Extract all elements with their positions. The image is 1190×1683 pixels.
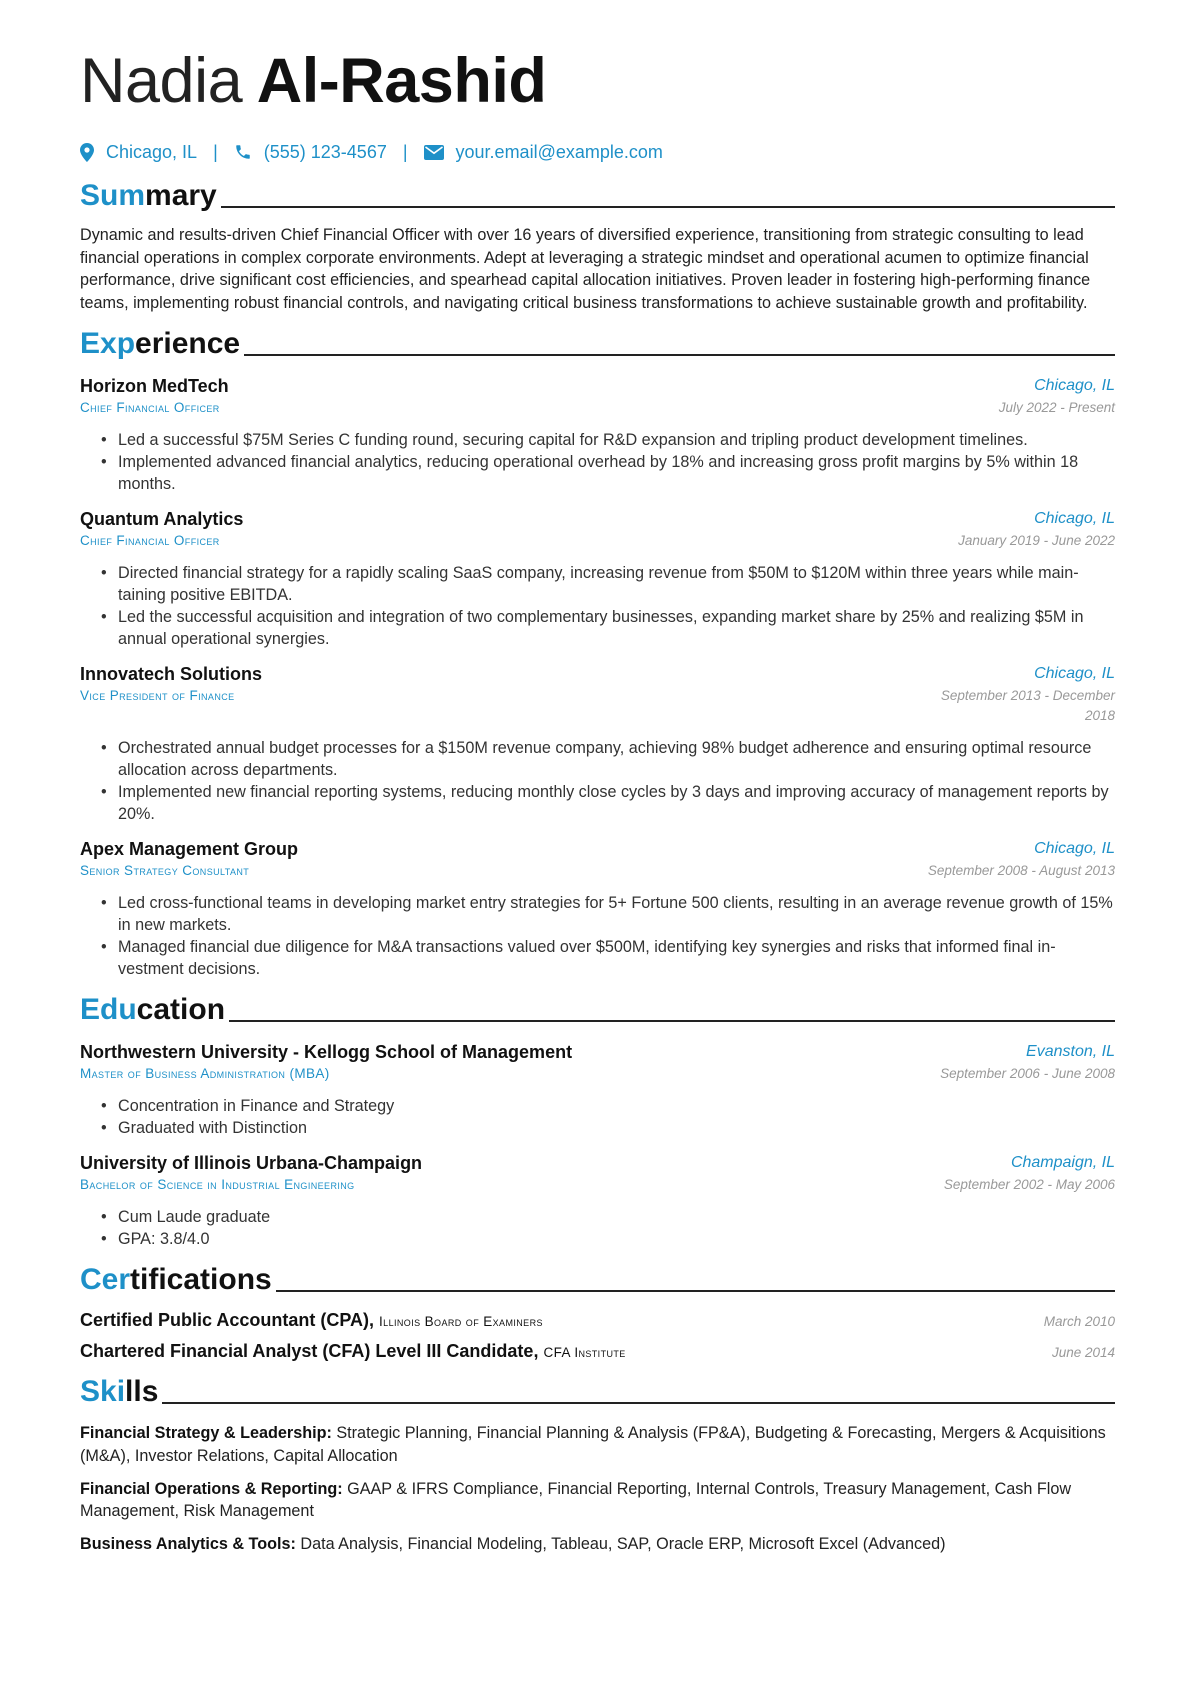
job-location: Chicago, IL — [1034, 665, 1115, 683]
skill-group-label: Business Analytics & Tools: — [80, 1534, 296, 1553]
school-location: Champaign, IL — [1010, 1154, 1115, 1172]
bullet-item: • Orchestrated annual budget processes for a $150M revenue company, achieving 98% budget adherence and ensuring optimal resource allocation across departments. — [118, 737, 1115, 781]
section-rule — [221, 206, 1115, 208]
school-location: Evanston, IL — [1026, 1043, 1115, 1061]
certifications-section-header — [80, 1258, 1115, 1298]
education-entry — [80, 1151, 1115, 1250]
certification-name: Certified Public Accountant (CPA) — [80, 1310, 370, 1331]
section-title-experience: Experience — [80, 327, 241, 361]
job-location: Chicago, IL — [1034, 510, 1115, 528]
company-name: Innovatech Solutions — [80, 664, 263, 685]
skills-section-header — [80, 1370, 1115, 1410]
job-bullets — [80, 737, 1115, 825]
education-bullets — [80, 1206, 1115, 1250]
contact-separator: | — [402, 141, 408, 162]
skill-group-label: Financial Operations & Reporting: — [80, 1479, 343, 1498]
company-name: Horizon MedTech — [80, 376, 229, 397]
contact-phone[interactable] — [234, 142, 387, 163]
job-bullets — [80, 892, 1115, 980]
job-dates: September 2008 - August 2013 — [927, 863, 1115, 879]
job-dates: January 2019 - June 2022 — [958, 533, 1115, 549]
section-title-skills: Skills — [80, 1375, 159, 1409]
skill-group-text: Strategic Planning, Financial Planning & Analysis (FP&A), Budgeting & Forecasting, Mergers & Acquisitions (M&A), Investor Relations, Capital Allocation — [80, 1424, 1106, 1465]
contact-location — [80, 142, 197, 163]
education-bullets — [80, 1095, 1115, 1139]
bullet-item: • Implemented advanced financial analytics, reducing operational overhead by 18% and increasing gross profit margins by 5% within 18 months. — [118, 451, 1115, 495]
bullet-item: • Managed financial due diligence for M&A transactions valued over $500M, identifying key synergies and risks that informed final investment decisions. — [118, 936, 1115, 980]
section-title-education: Education — [80, 993, 226, 1027]
bullet-item: • Implemented new financial reporting systems, reducing monthly close cycles by 3 days and improving accuracy of management reports by 20%. — [118, 781, 1115, 825]
experience-entry — [80, 837, 1115, 980]
job-title: Chief Financial Officer — [80, 533, 220, 549]
company-name: Quantum Analytics — [80, 509, 244, 530]
bullet-item: • Graduated with Distinction — [118, 1117, 1115, 1139]
certification-item: Certified Public Accountant (CPA), Illinois Board of Examiners March 2010 — [80, 1310, 1115, 1331]
summary-section-header — [80, 174, 1115, 214]
certification-issuer: CFA Institute — [543, 1345, 626, 1361]
experience-entry — [80, 374, 1115, 495]
contact-line — [80, 138, 1115, 166]
bullet-item: • Led the successful acquisition and integration of two complementary businesses, expanding market share by 25% and realizing $5M in annual operational synergies. — [118, 606, 1115, 650]
skill-group — [80, 1478, 1115, 1523]
school-name: Northwestern University - Kellogg School of Management — [80, 1042, 573, 1063]
school-dates: September 2002 - May 2006 — [943, 1177, 1115, 1193]
skill-group-text: Data Analysis, Financial Modeling, Tableau, SAP, Oracle ERP, Microsoft Excel (Advanced) — [300, 1534, 946, 1553]
bullet-item: • Directed financial strategy for a rapidly scaling SaaS company, increasing revenue from $50M to $120M within three years while maintaining positive EBITDA. — [118, 562, 1115, 606]
degree: Master of Business Administration (MBA) — [80, 1066, 330, 1082]
contact-separator: | — [213, 141, 218, 162]
phone-text: (555) 123-4567 — [263, 141, 387, 162]
resume-content — [80, 42, 1115, 1555]
map-pin-icon — [80, 143, 94, 162]
job-title: Chief Financial Officer — [80, 400, 220, 416]
certification-name: Chartered Financial Analyst (CFA) Level III Candidate — [80, 1341, 534, 1362]
job-title: Vice President of Finance — [80, 688, 235, 704]
bullet-item: • Concentration in Finance and Strategy — [118, 1095, 1115, 1117]
experience-entry — [80, 507, 1115, 650]
section-rule — [244, 354, 1115, 356]
job-bullets — [80, 562, 1115, 650]
envelope-icon — [424, 145, 444, 160]
email-text: your.email@example.com — [455, 141, 663, 162]
location-text: Chicago, IL — [106, 141, 198, 162]
job-location: Chicago, IL — [1034, 840, 1115, 858]
certification-date: March 2010 — [1043, 1314, 1115, 1330]
job-location: Chicago, IL — [1034, 377, 1115, 395]
education-section-header — [80, 988, 1115, 1028]
job-dates: July 2022 - Present — [998, 400, 1115, 416]
certification-item: Chartered Financial Analyst (CFA) Level III Candidate, CFA Institute June 2014 — [80, 1341, 1115, 1362]
section-rule — [276, 1290, 1115, 1292]
bullet-item: • Led a successful $75M Series C funding round, securing capital for R&D expansion and tripling product development timelines. — [118, 429, 1115, 451]
skill-group — [80, 1533, 1115, 1556]
experience-entry — [80, 662, 1115, 825]
section-rule — [229, 1020, 1115, 1022]
bullet-item: • Cum Laude graduate — [118, 1206, 1115, 1228]
skill-group-text: GAAP & IFRS Compliance, Financial Reporting, Internal Controls, Treasury Management, Cash Flow Management, Risk Management — [80, 1479, 1072, 1521]
contact-email[interactable] — [424, 142, 663, 163]
section-title-certifications: Certifications — [80, 1263, 272, 1297]
phone-icon — [234, 143, 252, 161]
job-title: Senior Strategy Consultant — [80, 863, 250, 879]
skill-group — [80, 1422, 1115, 1467]
bullet-item: • GPA: 3.8/4.0 — [118, 1228, 1115, 1250]
skill-group-label: Financial Strategy & Leadership: — [80, 1424, 332, 1443]
bullet-item: • Led cross-functional teams in developing market entry strategies for 5+ Fortune 500 clients, resulting in an average revenue growth of 15% in new markets. — [118, 892, 1115, 936]
first-name: Nadia — [80, 46, 243, 116]
job-dates: September 2013 - December 2018 — [940, 688, 1115, 724]
section-rule — [162, 1402, 1115, 1404]
school-dates: September 2006 - June 2008 — [940, 1066, 1115, 1082]
job-bullets — [80, 429, 1115, 495]
experience-section-header — [80, 322, 1115, 362]
last-name: Al-Rashid — [256, 46, 547, 116]
education-entry — [80, 1040, 1115, 1139]
candidate-name — [80, 42, 1115, 120]
company-name: Apex Management Group — [80, 839, 299, 860]
summary-text: Dynamic and results-driven Chief Financial Officer with over 16 years of diversified experience, transitioning from strategic consulting to lead financial operations in complex corporate environments. Adept at leveraging a strategic mindset and operational acumen to optimize financial performance, drive significant cost efficiencies, and spearhead capital allocation initiatives. Proven leader in fostering high-performing finance teams, implementing robust financial controls, and navigating critical business transformations to achieve sustainable growth and profitability. — [80, 226, 1091, 312]
certification-issuer: Illinois Board of Examiners — [379, 1314, 543, 1330]
section-title-summary: Summary — [80, 179, 217, 212]
school-name: University of Illinois Urbana-Champaign — [80, 1153, 423, 1174]
degree: Bachelor of Science in Industrial Engineering — [80, 1177, 355, 1193]
certification-date: June 2014 — [1051, 1345, 1115, 1361]
